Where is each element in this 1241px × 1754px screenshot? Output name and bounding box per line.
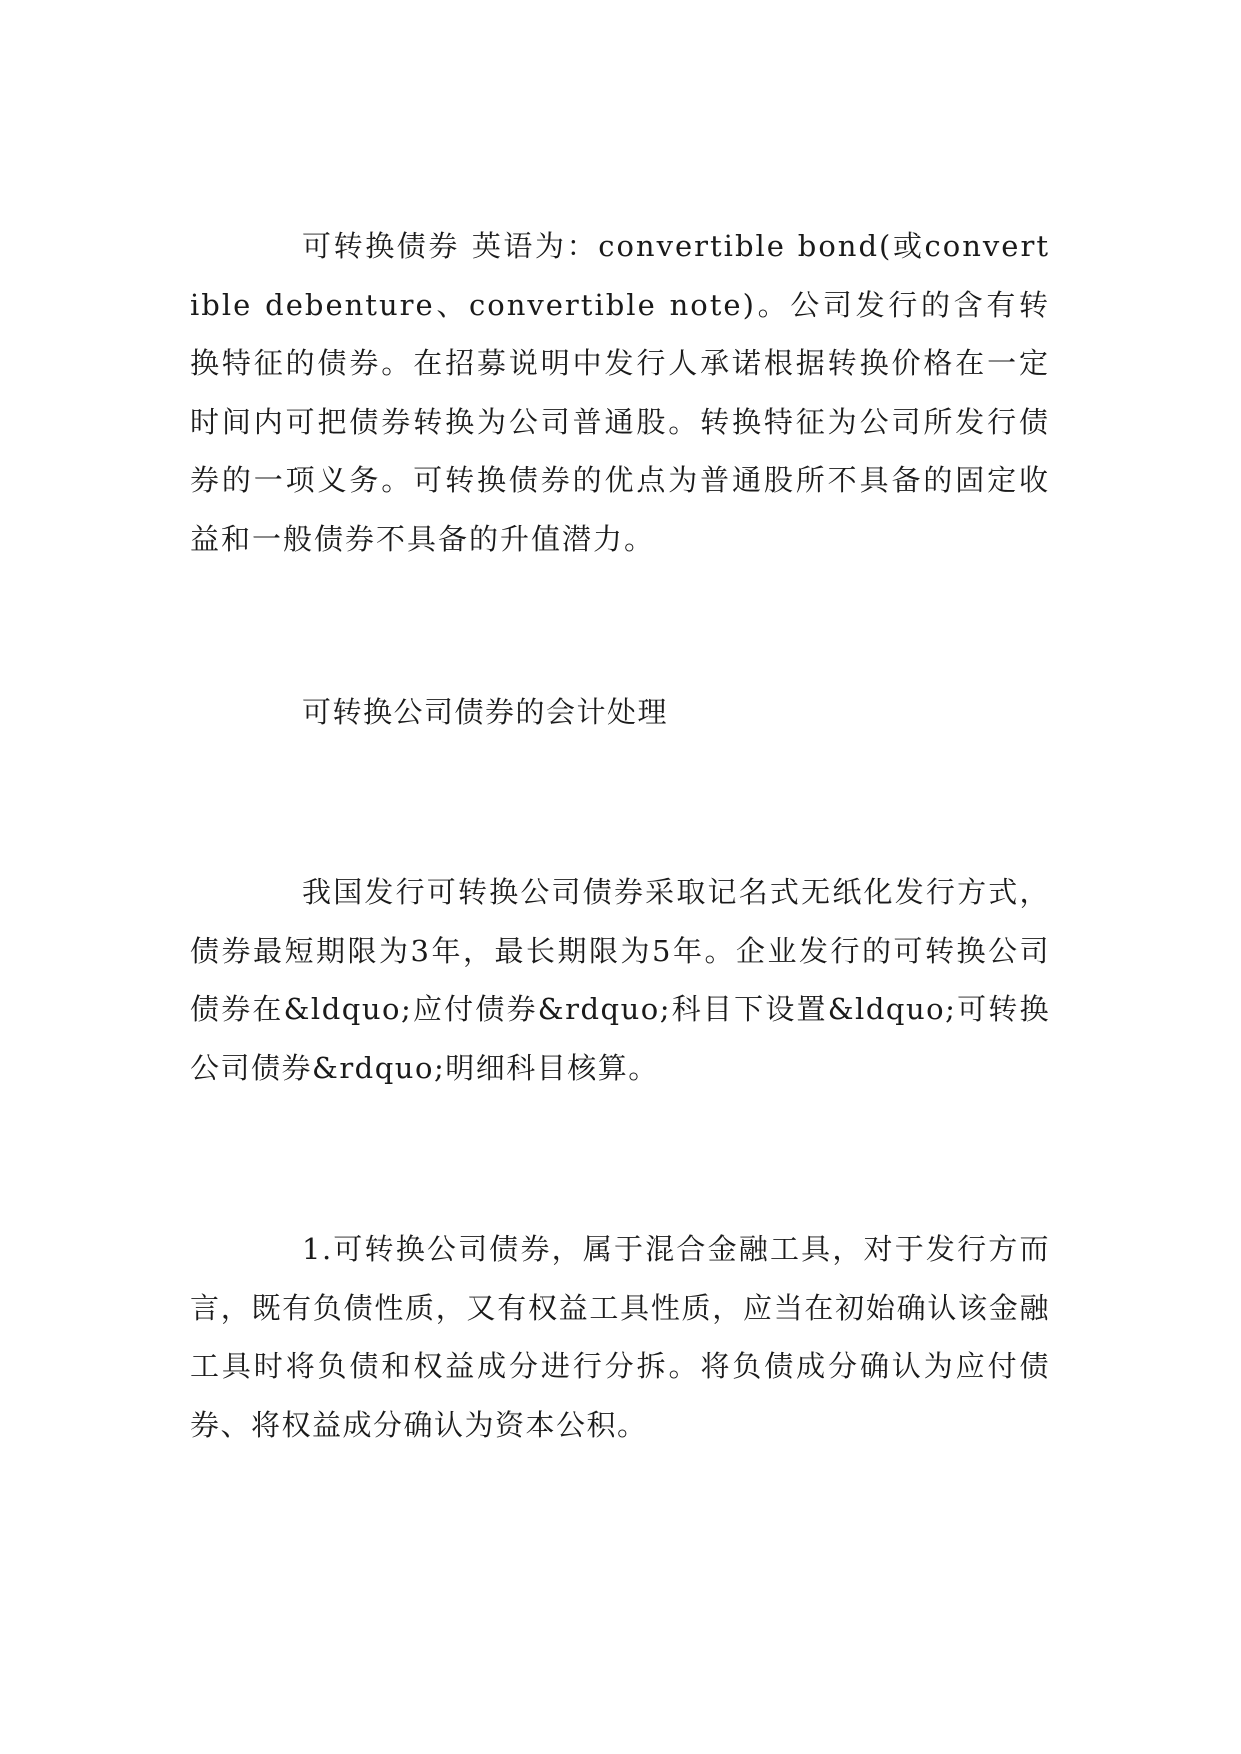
intro-paragraph: 可转换债券 英语为：convertible bond(或convertible debenture、convertible note)。公司发行的含有转换特征的债券。在招募说明中发行人承诺根据转换价格在一定时间内可把债券转换为公司普通股。转换特征为公司所发行债券的一项义务。可转换债券的优点为普通股所不具备的固定收益和一般债券不具备的升值潜力。 — [190, 229, 1050, 556]
accounting-paragraph: 1.可转换公司债券，属于混合金融工具，对于发行方而言，既有负债性质，又有权益工具性质，应当在初始确认该金融工具时将负债和权益成分进行分拆。将负债成分确认为应付债券、将权益成分确认为资本公积。 — [190, 1232, 1050, 1442]
section-heading: 可转换公司债券的会计处理 — [302, 695, 669, 729]
issuance-paragraph: 我国发行可转换公司债券采取记名式无纸化发行方式，债券最短期限为3年，最长期限为5年。企业发行的可转换公司债券在&ldquo;应付债券&rdquo;科目下设置&ldquo;可转换公司债券&rdquo;明细科目核算。 — [190, 875, 1050, 1085]
